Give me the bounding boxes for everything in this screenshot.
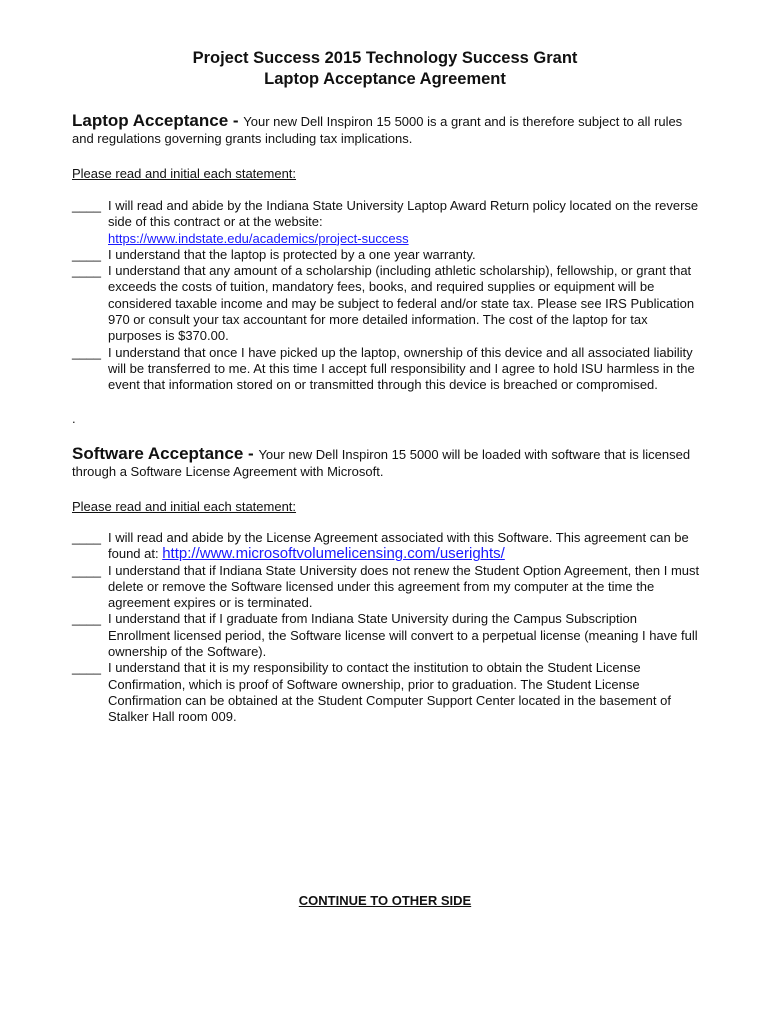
laptop-statement-4 <box>72 345 702 394</box>
project-success-link[interactable]: https://www.indstate.edu/academics/project-success <box>108 230 409 246</box>
statement-text: I understand that any amount of a scholarship (including athletic scholarship), fellowship, or grant that exceeds the costs of tuition, mandatory fees, books, and required supplies or equipment will be considered taxable income and may be subject to federal and/or state tax. Please see IRS Publication 970 or consult your tax accountant for more detailed information. The cost of the laptop for tax purposes is $370.00. <box>108 263 695 344</box>
statement-text: I understand that it is my responsibility to contact the institution to obtain the Student License Confirmation, which is proof of Software ownership, prior to graduation. The Student License Confirmation can be obtained at the Student Computer Support Center located in the basement of Stalker Hall room 009. <box>108 660 671 725</box>
initial-blank: ____ <box>72 263 101 279</box>
statement-text: I will read and abide by the License Agreement associated with this Software. This agreement can be found at: <box>108 530 689 562</box>
initial-blank: ____ <box>72 611 101 627</box>
software-statement-3 <box>72 611 702 660</box>
statement-text: I understand that if I graduate from Indiana State University during the Campus Subscription Enrollment licensed period, the Software license will convert to a perpetual license (meaning I have full ownership of the Software). <box>108 611 698 660</box>
initial-blank: ____ <box>72 562 101 578</box>
laptop-acceptance-section <box>72 112 702 147</box>
document-title: Project Success 2015 Technology Success Grant <box>192 49 578 67</box>
initial-blank: ____ <box>72 530 101 545</box>
software-acceptance-heading: Software Acceptance - <box>72 444 259 463</box>
initial-blank: ____ <box>72 198 101 213</box>
initial-blank: ____ <box>72 660 101 676</box>
laptop-statement-1 <box>72 198 702 247</box>
statement-text: I understand that the laptop is protected by a one year warranty. <box>108 246 476 262</box>
laptop-statement-3 <box>72 263 702 344</box>
laptop-acceptance-heading: Laptop Acceptance - <box>72 111 244 130</box>
laptop-statement-list <box>72 198 702 394</box>
statement-text: I will read and abide by the Indiana State University Laptop Award Return policy located on the reverse side of this contract or at the website: <box>108 198 699 230</box>
statement-text: I understand that once I have picked up the laptop, ownership of this device and all associated liability will be transferred to me. At this time I accept full responsibility and I agree to hold ISU harmless in the event that information stored on or transmitted through this device is breached or compromised. <box>108 344 695 393</box>
software-acceptance-intro: Your new Dell Inspiron 15 5000 will be loaded with software that is licensed through a Software License Agreement with Microsoft. <box>72 447 691 479</box>
statement-text: I understand that if Indiana State University does not renew the Student Option Agreement, then I must delete or remove the Software licensed under this agreement from my computer at the time the agreement expires or is terminated. <box>108 562 700 611</box>
continue-notice: CONTINUE TO OTHER SIDE <box>298 893 472 908</box>
trailing-dot: . <box>72 411 76 426</box>
software-statement-list <box>72 530 702 726</box>
software-instructions: Please read and initial each statement: <box>72 499 297 514</box>
software-statement-4 <box>72 660 702 725</box>
initial-blank: ____ <box>72 246 101 262</box>
laptop-statement-2 <box>72 247 702 263</box>
initial-blank: ____ <box>72 344 101 360</box>
document-subtitle: Laptop Acceptance Agreement <box>264 70 506 88</box>
software-acceptance-section <box>72 445 702 480</box>
software-statement-1 <box>72 530 702 563</box>
software-statement-2 <box>72 563 702 612</box>
laptop-instructions: Please read and initial each statement: <box>72 166 297 181</box>
laptop-acceptance-intro: Your new Dell Inspiron 15 5000 is a grant and is therefore subject to all rules and regulations governing grants including tax implications. <box>72 114 683 146</box>
microsoft-licensing-link[interactable]: http://www.microsoftvolumelicensing.com/userights/ <box>162 545 505 563</box>
